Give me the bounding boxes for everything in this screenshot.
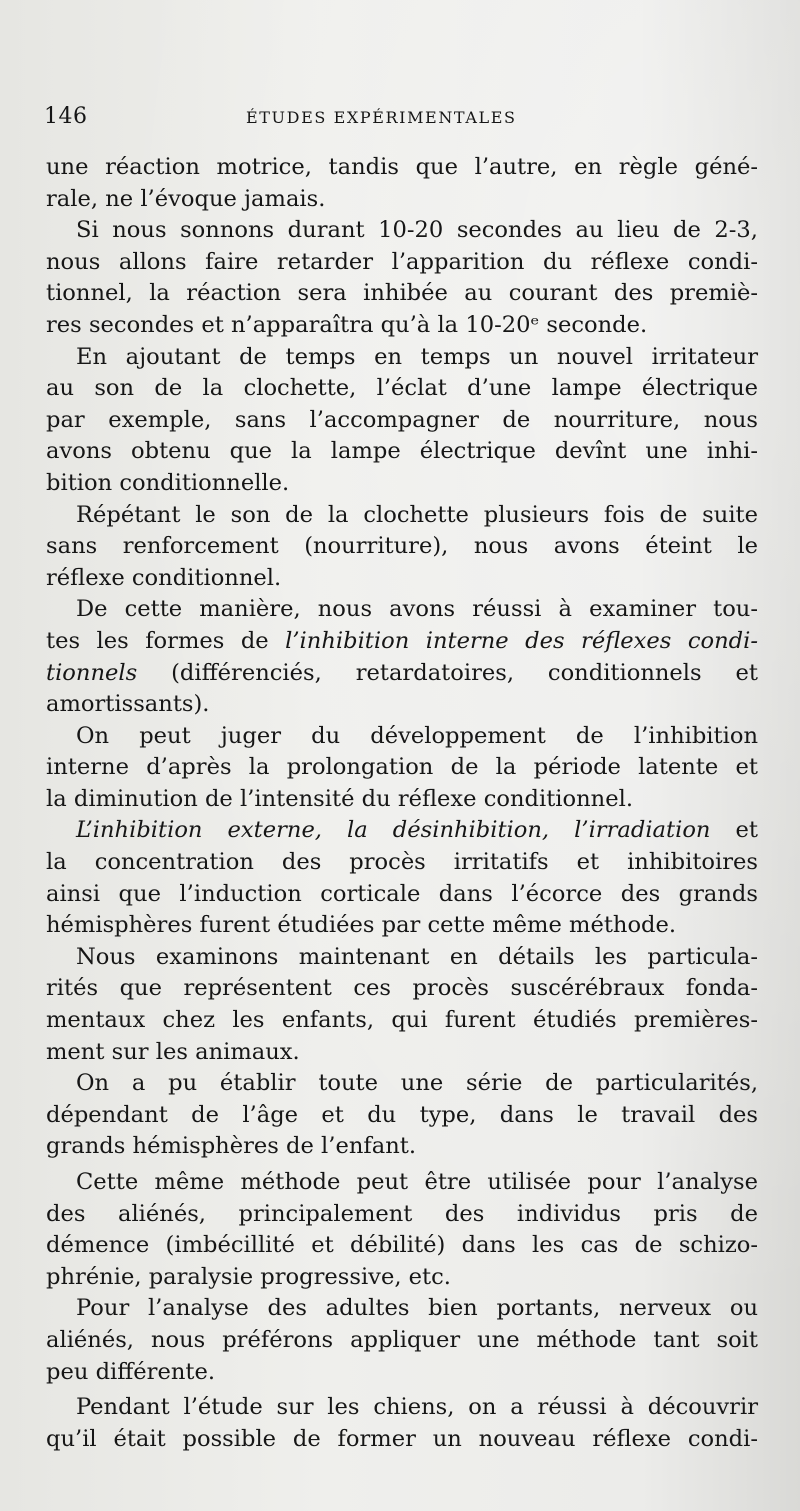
paragraph <box>46 152 758 215</box>
text-line: des aliénés, principalement des individus pris de <box>46 1200 758 1227</box>
text-line: sans renforcement (nourriture), nous avons éteint le <box>46 533 758 560</box>
text-run: (différenciés, retardatoires, conditionnels et <box>137 659 758 686</box>
text-line <box>46 689 758 721</box>
text-line: bition conditionnelle. <box>46 469 290 496</box>
text-run: et <box>710 817 759 844</box>
italic-run: L’inhibition externe, la désinhibition, l’irradiation <box>76 817 711 844</box>
paragraph <box>46 500 758 595</box>
italic-run: l’inhibition interne des réflexes condi- <box>285 627 758 654</box>
text-line <box>46 626 758 658</box>
text-run: tes les formes de <box>46 627 286 654</box>
text-line: En ajoutant de temps en temps un nouvel irritateur <box>76 343 758 370</box>
paragraph <box>46 215 758 341</box>
paragraph <box>46 1167 758 1293</box>
text-run: hémisphères furent étudiées par cette même méthode. <box>46 912 677 939</box>
text-line: phrénie, paralysie progressive, etc. <box>46 1263 451 1290</box>
text-line: une réaction motrice, tandis que l’autre, en règle géné- <box>46 154 758 180</box>
text-line: ment sur les animaux. <box>46 1038 300 1065</box>
text-line: On a pu établir toute une série de particularités, <box>76 1070 758 1097</box>
paragraph <box>46 721 758 816</box>
paragraph <box>46 1392 758 1455</box>
paragraph <box>46 1068 758 1163</box>
paragraph <box>46 942 758 1068</box>
text-line <box>46 658 758 690</box>
paragraph <box>46 594 758 720</box>
italic-run: tionnels <box>46 659 138 686</box>
text-line: au son de la clochette, l’éclat d’une lampe électrique <box>46 375 758 402</box>
text-line: par exemple, sans l’accompagner de nourriture, nous <box>46 406 758 433</box>
text-line: rale, ne l’évoque jamais. <box>46 185 326 212</box>
text-line: mentaux chez les enfants, qui furent étudiés premières- <box>46 1007 758 1034</box>
text-line: grands hémisphères de l’enfant. <box>46 1133 417 1160</box>
text-run: amortissants). <box>46 691 210 718</box>
text-line: qu’il était possible de former un nouveau réflexe condi- <box>46 1425 758 1452</box>
text-line: démence (imbécillité et débilité) dans les cas de schizo- <box>46 1232 758 1259</box>
running-head <box>44 100 760 136</box>
text-line: la diminution de l’intensité du réflexe conditionnel. <box>46 785 634 812</box>
text-line: rités que représentent ces procès suscérébraux fonda- <box>46 975 758 1002</box>
text-line: dépendant de l’âge et du type, dans le travail des <box>46 1101 758 1128</box>
text-line <box>46 594 758 626</box>
paragraph <box>46 815 758 941</box>
chapter-header: ÉTUDES EXPÉRIMENTALES <box>246 108 517 127</box>
text-line: Nous examinons maintenant en détails les particula- <box>76 943 758 970</box>
text-line: peu différente. <box>46 1358 216 1385</box>
text-line: Pendant l’étude sur les chiens, on a réussi à découvrir <box>76 1394 758 1421</box>
text-line: tionnel, la réaction sera inhibée au courant des premiè- <box>46 280 758 307</box>
page-number: 146 <box>44 104 88 129</box>
text-line: Pour l’analyse des adultes bien portants, nerveux ou <box>76 1295 758 1322</box>
text-line <box>46 910 758 942</box>
text-line <box>46 879 758 911</box>
text-run: la concentration des procès irritatifs et inhibitoires <box>46 849 758 876</box>
paragraph <box>46 1293 758 1388</box>
paragraph <box>46 342 758 500</box>
text-line: aliénés, nous préférons appliquer une méthode tant soit <box>46 1326 758 1353</box>
text-line: réflexe conditionnel. <box>46 564 282 591</box>
text-line <box>46 815 758 847</box>
body-text <box>46 152 758 1455</box>
text-line: interne d’après la prolongation de la période latente et <box>46 754 758 781</box>
text-run: De cette manière, nous avons réussi à examiner tou- <box>76 596 758 623</box>
text-line: nous allons faire retarder l’apparition du réflexe condi- <box>46 248 758 275</box>
text-line: Si nous sonnons durant 10-20 secondes au lieu de 2-3, <box>76 217 758 244</box>
text-line: res secondes et n’apparaîtra qu’à la 10-20ᵉ seconde. <box>46 311 648 338</box>
text-line: Cette même méthode peut être utilisée pour l’analyse <box>76 1169 758 1195</box>
text-run: ainsi que l’induction corticale dans l’écorce des grands <box>46 880 758 907</box>
text-line: Répétant le son de la clochette plusieurs fois de suite <box>76 501 758 528</box>
text-line <box>46 847 758 879</box>
text-line: On peut juger du développement de l’inhibition <box>76 722 758 749</box>
text-line: avons obtenu que la lampe électrique devînt une inhi- <box>46 438 758 465</box>
